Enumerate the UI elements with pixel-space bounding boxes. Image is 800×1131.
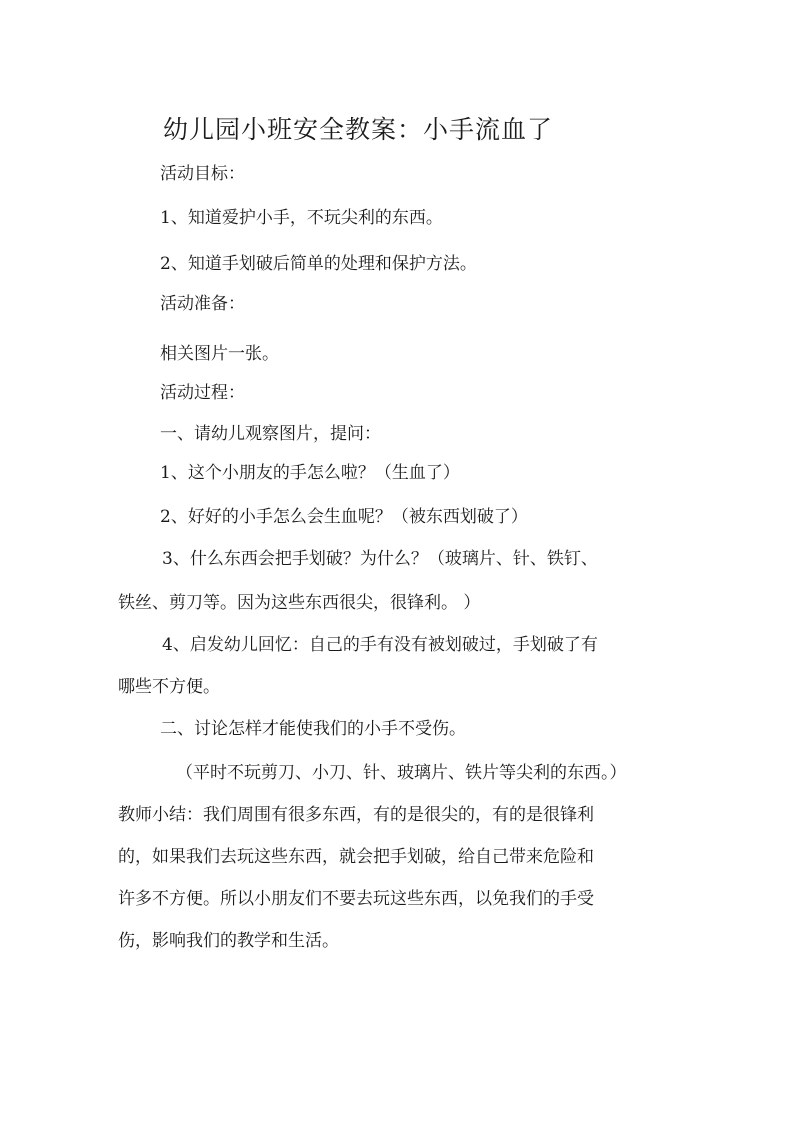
part1-item-continuation: 铁丝、剪刀等。因为这些东西很尖，很锋利。 ） [118,593,481,613]
part1-item: 4、启发幼儿回忆：自己的手有没有被划破过，手划破了有 [162,635,598,655]
document-title: 幼儿园小班安全教案：小手流血了 [163,115,554,144]
summary-line: 伤，影响我们的教学和生活。 [118,931,339,951]
summary-line: 教师小结：我们周围有很多东西，有的是很尖的，有的是很锋利 [118,805,594,825]
part2-heading: 二、讨论怎样才能使我们的小手不受伤。 [160,719,466,739]
summary-line: 许多不方便。所以小朋友们不要去玩这些东西，以免我们的手受 [118,889,594,909]
part1-item-continuation: 哪些不方便。 [118,677,220,697]
part1-item: 1、这个小朋友的手怎么啦？（生血了） [160,463,460,483]
part2-answer: （平时不玩剪刀、小刀、针、玻璃片、铁片等尖利的东西。） [176,763,627,783]
summary-line: 的，如果我们去玩这些东西，就会把手划破，给自己带来危险和 [118,847,594,867]
part1-heading: 一、请幼儿观察图片，提问： [160,424,381,444]
part1-item: 3、什么东西会把手划破？为什么？（玻璃片、针、铁钉、 [162,549,598,569]
process-heading: 活动过程： [160,383,245,403]
prep-text: 相关图片一张。 [160,344,279,364]
prep-heading: 活动准备： [160,294,245,314]
goal-item: 1、知道爱护小手，不玩尖利的东西。 [160,208,443,228]
goal-item: 2、知道手划破后简单的处理和保护方法。 [160,254,477,274]
part1-item: 2、好好的小手怎么会生血呢？（被东西划破了） [160,507,528,527]
goals-heading: 活动目标： [160,164,245,184]
